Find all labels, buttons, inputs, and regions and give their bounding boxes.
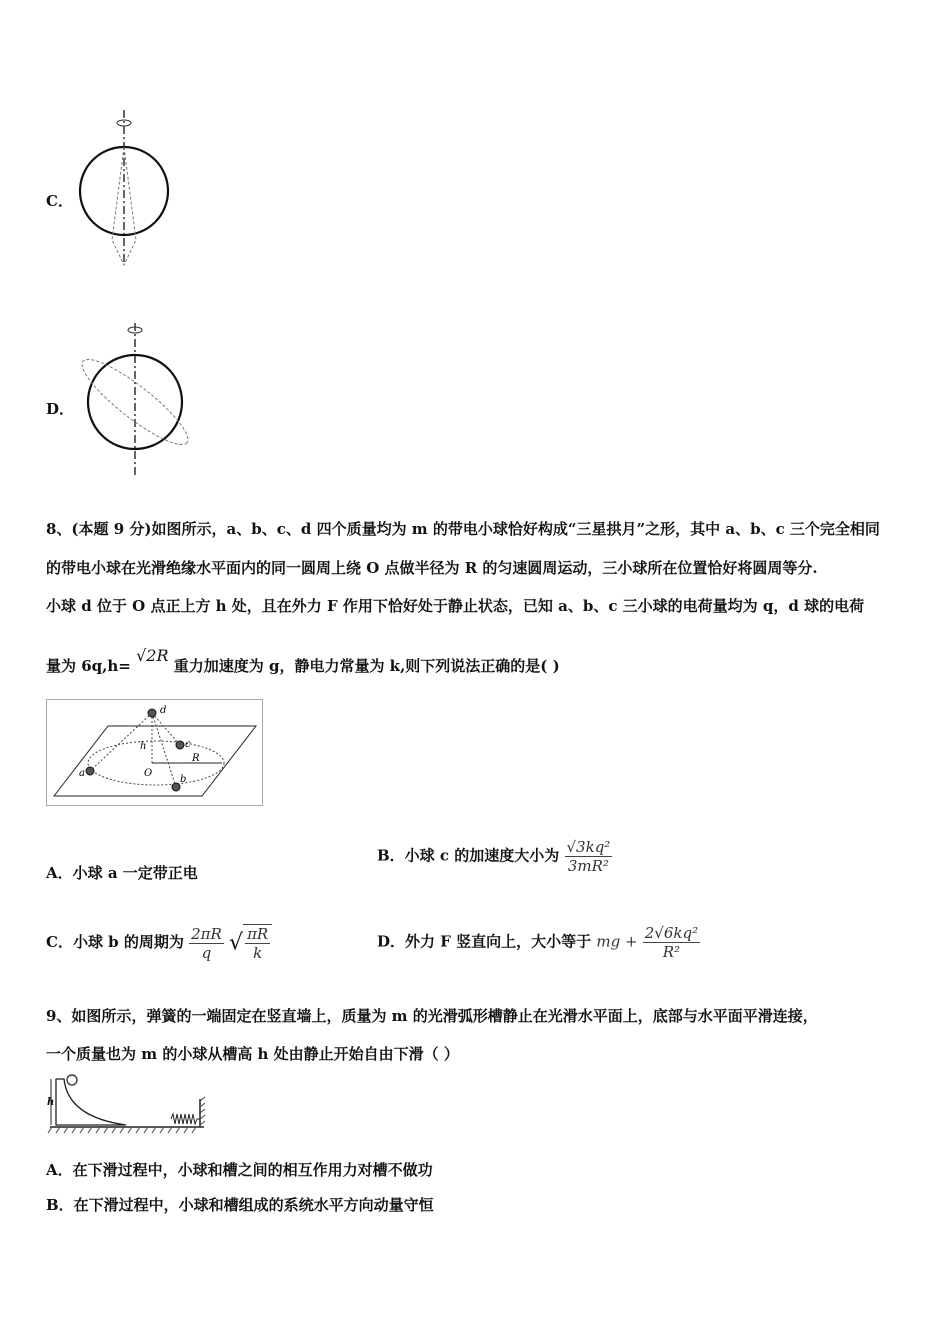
q8-option-d	[377, 924, 700, 961]
fig-label-b: b	[180, 774, 187, 785]
q9-figure	[46, 1073, 208, 1135]
q8-option-c-sqrt-numerator: πR	[247, 925, 269, 943]
q8-option-c-text: C．小球 b 的周期为	[46, 933, 184, 951]
sqrt-sign: √	[229, 930, 244, 956]
fig-label-c: c	[185, 739, 191, 750]
q8-line-4-post: 重力加速度为 g，静电力常量为 k,则下列说法正确的是( )	[173, 657, 560, 675]
q8-option-b-text: B．小球 c 的加速度大小为	[377, 846, 560, 865]
q8-option-b	[377, 838, 612, 875]
q8-option-c-denominator: q	[201, 943, 212, 962]
q8-line-3: 小球 d 位于 O 点正上方 h 处，且在外力 F 作用下恰好处于静止状态，已知 a、b、c 三小球的电荷量均为 q，d 球的电荷	[46, 597, 865, 615]
q8-option-b-fraction	[565, 838, 613, 875]
option-c-label: C．	[46, 192, 73, 210]
option-d-figure	[75, 318, 200, 483]
q8-option-d-fraction	[643, 924, 700, 961]
option-d-label: D．	[46, 400, 75, 418]
q8-option-b-numerator: √3kq²	[566, 838, 611, 856]
q9-line-2: 一个质量也为 m 的小球从槽高 h 处由静止开始自由下滑（ ）	[46, 1045, 459, 1063]
q8-option-c-sqrt-denominator: k	[253, 944, 263, 962]
fig-label-a: a	[79, 768, 85, 779]
q8-option-c-sqrt-fraction	[243, 924, 272, 962]
fig-label-O: O	[144, 768, 153, 779]
q8-line-1: 8、(本题 9 分)如图所示，a、b、c、d 四个质量均为 m 的带电小球恰好构成“三星拱月”之形，其中 a、b、c 三个完全相同	[46, 520, 880, 538]
q8-option-c-fraction	[189, 925, 224, 962]
q8-line-4-pre: 量为 6q,h=	[46, 657, 131, 675]
fig-label-d: d	[160, 705, 167, 716]
q8-option-d-mg: mg +	[596, 932, 638, 951]
q8-option-c	[46, 924, 272, 962]
q8-option-d-numerator: 2√6kq²	[644, 924, 699, 942]
fig-label-h: h	[140, 741, 147, 752]
q8-option-c-numerator: 2πR	[191, 924, 222, 943]
q8-option-a: A．小球 a 一定带正电	[46, 864, 198, 882]
q8-option-b-denominator: 3mR²	[567, 857, 609, 875]
q8-option-d-denominator: R²	[662, 943, 681, 961]
q9-option-b: B．在下滑过程中，小球和槽组成的系统水平方向动量守恒	[46, 1196, 434, 1214]
fig-label-R: R	[192, 753, 200, 764]
q9-option-a: A．在下滑过程中，小球和槽之间的相互作用力对槽不做功	[46, 1161, 433, 1179]
q9-line-1: 9、如图所示，弹簧的一端固定在竖直墙上，质量为 m 的光滑弧形槽静止在光滑水平面上，底部与水平面平滑连接，	[46, 1007, 818, 1025]
q8-figure	[46, 699, 264, 807]
q8-h-value: √2R	[136, 646, 169, 665]
q8-line-2: 的带电小球在光滑绝缘水平面内的同一圆周上绕 O 点做半径为 R 的匀速圆周运动，三小球所在位置恰好将圆周等分.	[46, 559, 818, 577]
q8-option-d-text: D．外力 F 竖直向上，大小等于	[377, 932, 592, 951]
q8-line-4	[46, 646, 906, 676]
q9-fig-label-h: h	[47, 1097, 55, 1108]
option-c-figure	[70, 105, 180, 270]
